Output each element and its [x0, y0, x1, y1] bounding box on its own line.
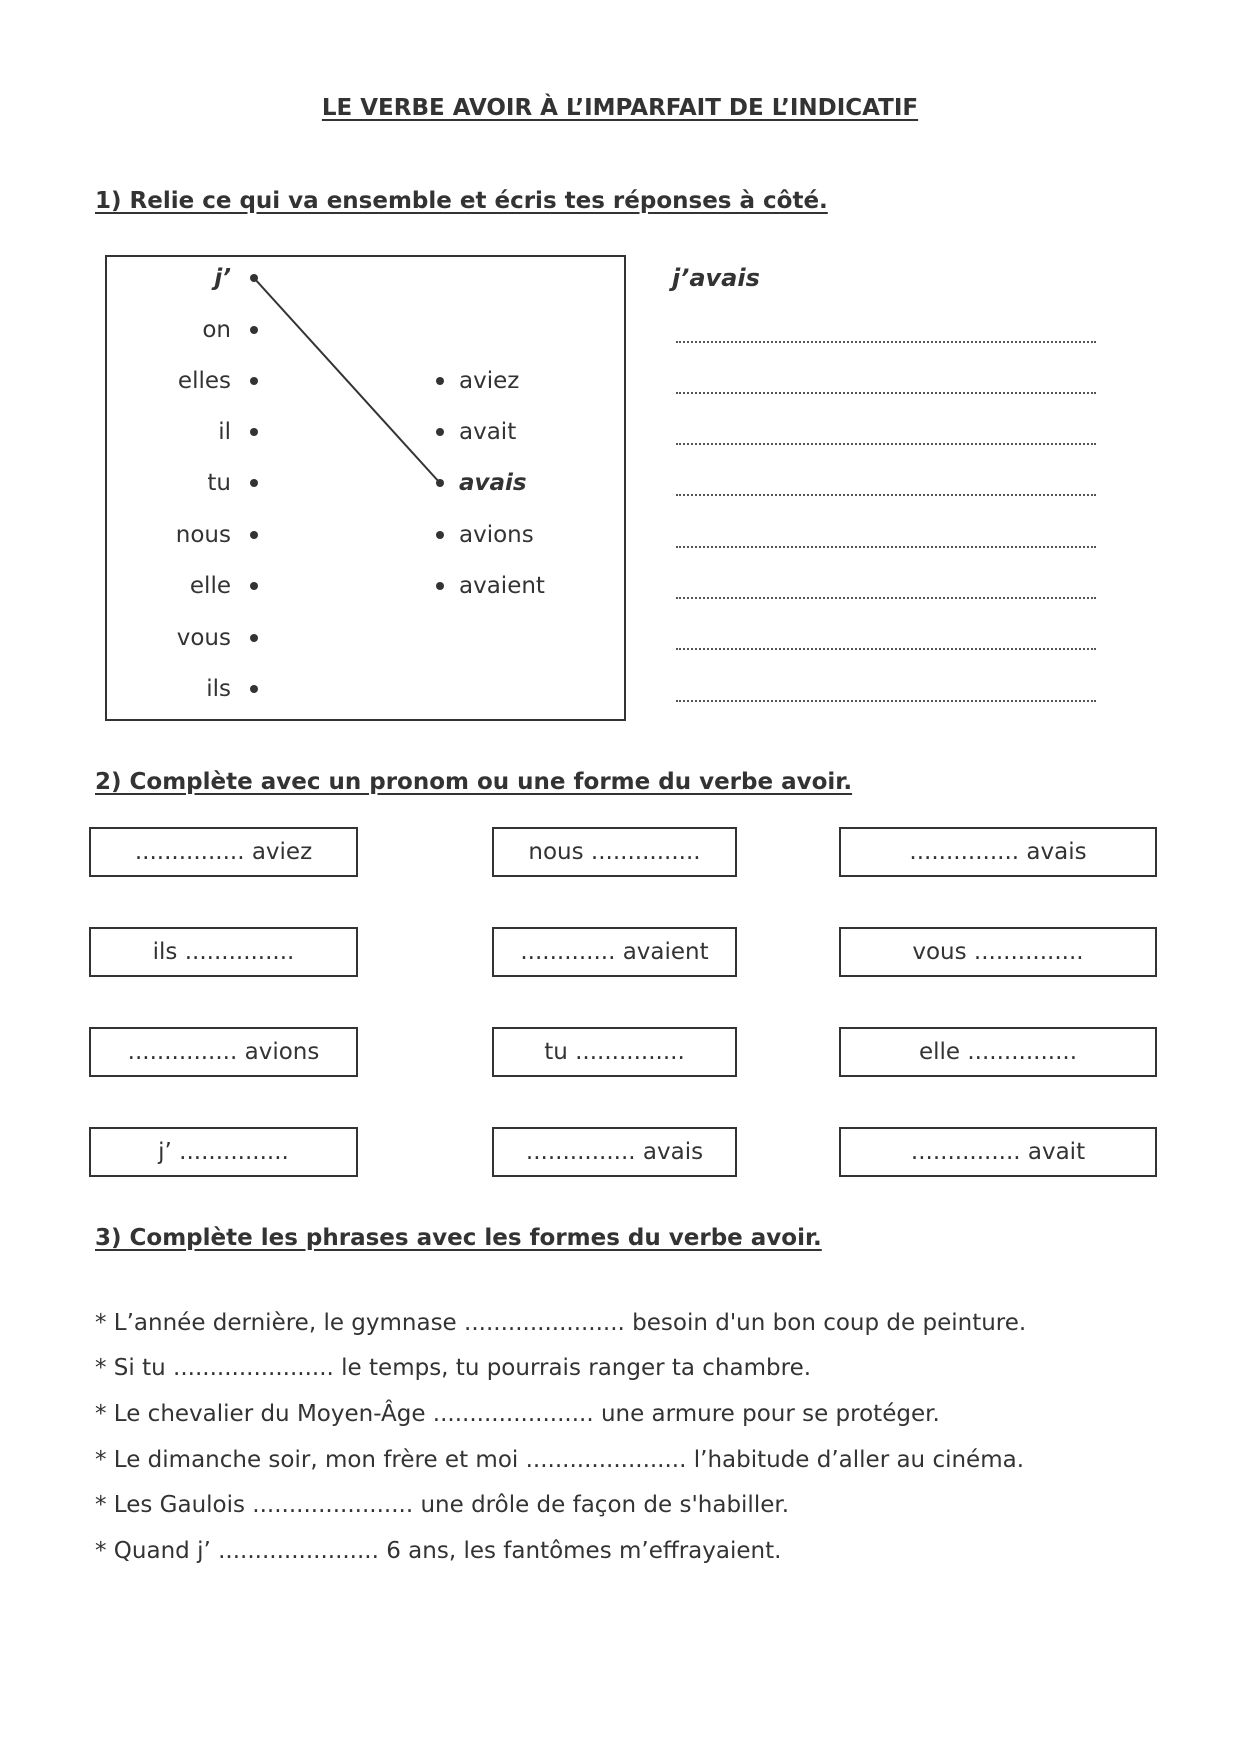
pronoun-dot[interactable] [250, 531, 258, 539]
example-link-line [254, 278, 440, 483]
answer-line[interactable] [676, 700, 1096, 702]
fill-in-box[interactable]: tu ............... [492, 1027, 737, 1077]
fill-sentence[interactable]: * Si tu ...................... le temps, tu pourrais ranger ta chambre. [95, 1355, 812, 1381]
fill-sentence[interactable]: * Quand j’ ...................... 6 ans, les fantômes m’effrayaient. [95, 1538, 782, 1564]
answer-line[interactable] [676, 546, 1096, 548]
pronoun-dot[interactable] [250, 634, 258, 642]
fill-in-box[interactable]: vous ............... [839, 927, 1157, 977]
pronoun-label: vous [176, 625, 231, 651]
answer-line[interactable] [676, 648, 1096, 650]
fill-sentence[interactable]: * Les Gaulois ...................... une drôle de façon de s'habiller. [95, 1492, 790, 1518]
fill-in-box[interactable]: ............... avait [839, 1127, 1157, 1177]
verb-dot[interactable] [436, 377, 444, 385]
verb-label: avaient [459, 573, 545, 599]
fill-in-box[interactable]: nous ............... [492, 827, 737, 877]
answer-line[interactable] [676, 494, 1096, 496]
pronoun-label: il [218, 419, 231, 445]
pronoun-dot[interactable] [250, 377, 258, 385]
example-answer: j’avais [672, 264, 760, 292]
fill-in-box[interactable]: elle ............... [839, 1027, 1157, 1077]
pronoun-label: on [202, 317, 231, 343]
pronoun-label: ils [206, 676, 231, 702]
pronoun-label: elles [177, 368, 231, 394]
fill-sentence[interactable]: * L’année dernière, le gymnase ...................... besoin d'un bon coup de peinture. [95, 1310, 1027, 1336]
pronoun-dot[interactable] [250, 428, 258, 436]
pronoun-dot[interactable] [250, 479, 258, 487]
verb-label: avions [459, 522, 534, 548]
matching-box [105, 255, 626, 721]
verb-label: aviez [459, 368, 520, 394]
pronoun-label: j’ [214, 265, 231, 291]
worksheet-title: LE VERBE AVOIR À L’IMPARFAIT DE L’INDICATIF [321, 95, 919, 121]
verb-dot[interactable] [436, 428, 444, 436]
fill-in-box[interactable]: ............. avaient [492, 927, 737, 977]
pronoun-label: tu [207, 470, 231, 496]
answer-line[interactable] [676, 597, 1096, 599]
fill-in-box[interactable]: ............... avais [839, 827, 1157, 877]
fill-in-box[interactable]: ............... avions [89, 1027, 358, 1077]
exercise-3-heading: 3) Complète les phrases avec les formes du verbe avoir. [95, 1225, 822, 1251]
verb-dot[interactable] [436, 582, 444, 590]
fill-in-box[interactable]: ............... aviez [89, 827, 358, 877]
answer-line[interactable] [676, 341, 1096, 343]
fill-sentence[interactable]: * Le chevalier du Moyen-Âge ...................... une armure pour se protéger. [95, 1401, 940, 1427]
fill-in-box[interactable]: j’ ............... [89, 1127, 358, 1177]
fill-in-box[interactable]: ............... avais [492, 1127, 737, 1177]
verb-label: avait [459, 419, 517, 445]
pronoun-label: nous [175, 522, 231, 548]
pronoun-dot[interactable] [250, 326, 258, 334]
fill-sentence[interactable]: * Le dimanche soir, mon frère et moi ...................... l’habitude d’aller au cinéma. [95, 1447, 1025, 1473]
pronoun-dot[interactable] [250, 685, 258, 693]
answer-line[interactable] [676, 443, 1096, 445]
answer-line[interactable] [676, 392, 1096, 394]
fill-in-box[interactable]: ils ............... [89, 927, 358, 977]
exercise-1-heading: 1) Relie ce qui va ensemble et écris tes réponses à côté. [95, 188, 828, 214]
pronoun-dot[interactable] [250, 582, 258, 590]
verb-dot[interactable] [436, 531, 444, 539]
verb-label: avais [459, 470, 527, 496]
exercise-2-heading: 2) Complète avec un pronom ou une forme du verbe avoir. [95, 769, 853, 795]
pronoun-label: elle [189, 573, 231, 599]
